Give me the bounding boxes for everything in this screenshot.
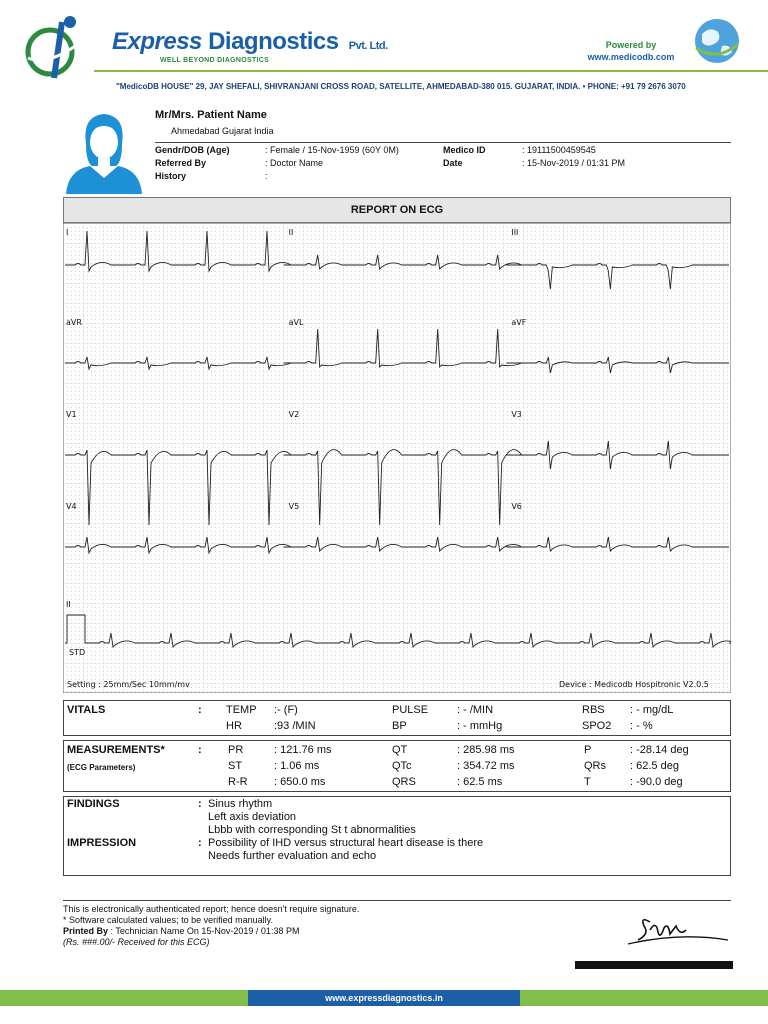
lead-label: V2	[288, 410, 300, 419]
globe-icon	[692, 16, 742, 66]
received-note: (Rs. ###.00/- Received for this ECG)	[63, 937, 210, 947]
footer-divider	[63, 900, 731, 901]
lead-label: V4	[66, 502, 77, 511]
rr-value: : 650.0 ms	[274, 776, 326, 788]
measurements-sub: (ECG Parameters)	[67, 763, 136, 772]
qtc-value: : 354.72 ms	[457, 760, 515, 772]
measurements-colon: :	[198, 744, 202, 756]
printed-by-value: : Technician Name On 15-Nov-2019 / 01:38 PM	[108, 926, 300, 936]
authentication-note: This is electronically authenticated report; hence doesn't require signature.	[63, 904, 360, 914]
rhythm-lead-label: II	[66, 600, 71, 609]
qrs-value: : 62.5 ms	[457, 776, 503, 788]
date-value: : 15-Nov-2019 / 01:31 PM	[522, 158, 626, 168]
hr-value: :93 /MIN	[274, 720, 316, 732]
brand-word-express: Express	[112, 28, 202, 55]
redacted-doctor-name	[575, 961, 733, 969]
referred-by-value: : Doctor Name	[265, 158, 324, 168]
spo2-label: SPO2	[582, 720, 612, 732]
measurements-heading: MEASUREMENTS*	[67, 744, 165, 756]
rbs-label: RBS	[582, 704, 605, 716]
measurements-box	[63, 740, 731, 792]
temp-label: TEMP	[226, 704, 257, 716]
ecg-device: Device : Medicodb Hospitronic V2.0.5	[559, 680, 709, 689]
pulse-value: : - /MIN	[457, 704, 494, 716]
female-avatar-icon	[64, 106, 144, 194]
history-value: :	[265, 171, 268, 181]
qrs-label: QRS	[392, 776, 416, 788]
brand-word-diagnostics: Diagnostics	[208, 28, 339, 55]
bp-label: BP	[392, 720, 407, 732]
vitals-heading: VITALS	[67, 704, 106, 716]
footer-notes	[63, 904, 359, 948]
lead-label: aVL	[288, 318, 304, 327]
report-title: REPORT ON ECG	[63, 197, 731, 223]
ecg-setting: Setting : 25mm/Sec 10mm/mv	[67, 680, 190, 689]
vitals-colon: :	[198, 704, 202, 716]
lead-label: V6	[511, 502, 522, 511]
impression-line: Possibility of IHD versus structural heart disease is there	[208, 837, 484, 849]
lead-label: aVR	[66, 318, 82, 327]
finding-line: Lbbb with corresponding St t abnormalities	[208, 824, 416, 836]
p-axis-label: P	[584, 744, 592, 756]
temp-value: :- (F)	[274, 704, 298, 716]
pr-value: : 121.76 ms	[274, 744, 332, 756]
st-label: ST	[228, 760, 243, 772]
p-axis-value: : -28.14 deg	[630, 744, 689, 756]
qrs-axis-label: QRs	[584, 760, 606, 772]
spo2-value: : - %	[630, 720, 653, 732]
lab-address: "MedicoDB HOUSE" 29, JAY SHEFALI, SHIVRANJANI CROSS ROAD, SATELLITE, AHMEDABAD-380 015. GUJARAT, INDIA. • PHONE: +91 79 2676 3070	[116, 82, 686, 91]
rbs-value: : - mg/dL	[630, 704, 674, 716]
lead-label: III	[511, 228, 519, 237]
qt-label: QT	[392, 744, 408, 756]
referred-by-label: Referred By	[155, 158, 207, 168]
gender-dob-label: Gendr/DOB (Age)	[155, 145, 230, 155]
brand-name	[112, 28, 388, 56]
st-value: : 1.06 ms	[274, 760, 320, 772]
impression-heading: IMPRESSION	[67, 837, 137, 849]
brand-suffix: Pvt. Ltd.	[348, 40, 388, 52]
patient-name: Mr/Mrs. Patient Name	[155, 109, 267, 121]
header-divider	[94, 70, 768, 72]
lead-label: V5	[288, 502, 300, 511]
powered-by	[586, 40, 676, 62]
printed-by-label: Printed By	[63, 926, 109, 936]
ecg-tracing	[63, 223, 731, 693]
lead-label: V3	[511, 410, 522, 419]
express-diagnostics-logo-icon	[24, 14, 90, 84]
brand-tagline: WELL BEYOND DIAGNOSTICS	[160, 57, 270, 64]
vitals-box	[63, 700, 731, 736]
findings-colon: :	[198, 798, 202, 810]
gender-dob-value: : Female / 15-Nov-1959 (60Y 0M)	[265, 145, 399, 155]
finding-line: Sinus rhythm	[208, 798, 273, 810]
qtc-label: QTc	[392, 760, 412, 772]
lead-label: I	[66, 228, 69, 237]
findings-box	[63, 796, 731, 876]
hr-label: HR	[226, 720, 242, 732]
website-link[interactable]: www.expressdiagnostics.in	[248, 990, 520, 1006]
lead-label: II	[288, 228, 294, 237]
report-header	[0, 0, 768, 98]
lead-label: aVF	[511, 318, 527, 327]
t-axis-label: T	[584, 776, 591, 788]
history-label: History	[155, 171, 187, 181]
qrs-axis-value: : 62.5 deg	[630, 760, 679, 772]
medico-id-label: Medico ID	[443, 145, 486, 155]
impression-line: Needs further evaluation and echo	[208, 850, 377, 862]
patient-city: Ahmedabad Gujarat India	[171, 126, 274, 136]
impression-colon: :	[198, 837, 202, 849]
footer-bar	[0, 990, 768, 1006]
date-label: Date	[443, 158, 463, 168]
medico-id-value: : 19111500459545	[522, 145, 596, 155]
patient-divider	[155, 142, 731, 143]
pr-label: PR	[228, 744, 244, 756]
lead-label: V1	[66, 410, 77, 419]
doctor-signature	[620, 912, 730, 952]
software-note: * Software calculated values; to be verified manually.	[63, 915, 273, 925]
finding-line: Left axis deviation	[208, 811, 297, 823]
t-axis-value: : -90.0 deg	[630, 776, 683, 788]
powered-by-label: Powered by	[605, 40, 657, 50]
rr-label: R-R	[228, 776, 248, 788]
qt-value: : 285.98 ms	[457, 744, 515, 756]
pulse-label: PULSE	[392, 704, 429, 716]
std-label: STD	[69, 648, 86, 657]
powered-by-url: www.medicodb.com	[587, 52, 675, 62]
printed-by	[63, 926, 359, 937]
bp-value: : - mmHg	[457, 720, 503, 732]
findings-heading: FINDINGS	[67, 798, 120, 810]
